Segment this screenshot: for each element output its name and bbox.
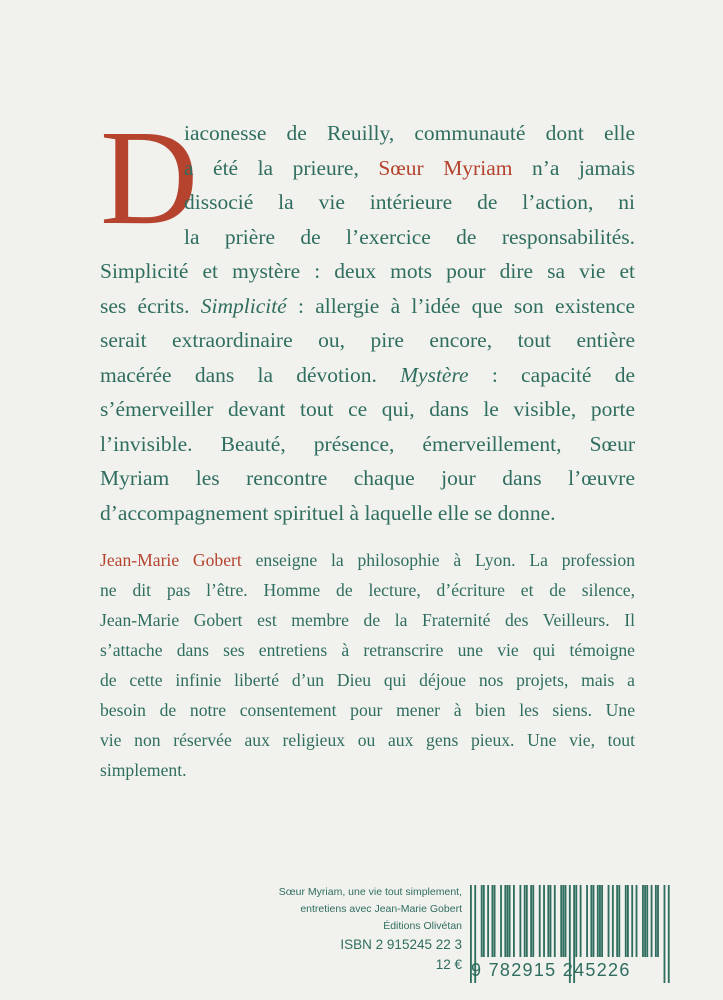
subject-name: Sœur Myriam [378, 155, 513, 180]
blurb-line: Simplicité et mystère : deux mots pour dire sa vie et [100, 259, 635, 283]
colophon-publisher: Éditions Olivétan [383, 920, 462, 932]
colophon-subtitle: entretiens avec Jean-Marie Gobert [300, 903, 462, 915]
blurb-line: Myriam les rencontre chaque jour dans l’œuvre [100, 466, 635, 490]
blurb-line: la prière de l’exercice de responsabilités. [184, 224, 635, 249]
colophon [250, 884, 462, 975]
blurb-line: d’accompagnement spirituel à laquelle elle se donne. [100, 500, 556, 525]
blurb-line: ses écrits. Simplicité : allergie à l’idée que son existence [100, 293, 636, 318]
author-line: Jean-Marie Gobert enseigne la philosophie à Lyon. La profession [100, 550, 636, 570]
blurb-line: l’invisible. Beauté, présence, émerveillement, Sœur [100, 431, 635, 456]
blurb-line: macérée dans la dévotion. Mystère : capacité de [100, 362, 635, 387]
emphasis-simplicite: Simplicité [200, 293, 287, 318]
blurb-line: s’émerveiller devant tout ce qui, dans le visible, porte [100, 397, 635, 421]
author-line: simplement. [100, 760, 187, 780]
author-line: Jean-Marie Gobert est membre de la Fraternité des Veilleurs. Il [100, 610, 635, 630]
blurb-line: dissocié la vie intérieure de l’action, ni [184, 190, 635, 214]
colophon-title: Sœur Myriam, une vie tout simplement, [278, 886, 462, 898]
emphasis-mystere: Mystère [400, 362, 469, 387]
price: 12 € [435, 957, 462, 972]
author-line: s’attache dans ses entretiens à retranscrire une vie qui témoigne [100, 640, 635, 660]
author-line: vie non réservée aux religieux ou aux gens pieux. Une vie, tout [100, 730, 635, 750]
drop-cap: D [100, 103, 199, 253]
isbn: ISBN 2 915245 22 3 [340, 937, 462, 952]
blurb-line: iaconesse de Reuilly, communauté dont elle [184, 121, 635, 145]
blurb-line: serait extraordinaire ou, pire encore, tout entière [100, 328, 635, 352]
author-line: besoin de notre consentement pour mener à bien les siens. Une [100, 700, 635, 720]
author-paragraph [100, 545, 635, 785]
barcode-digits: 9 782915 245226 [471, 960, 631, 980]
blurb-paragraph [100, 103, 636, 530]
author-name: Jean-Marie Gobert [100, 550, 242, 570]
author-line: ne dit pas l’être. Homme de lecture, d’écriture et de silence, [100, 580, 635, 600]
author-line: de cette infinie liberté d’un Dieu qui déjoue nos projets, mais a [100, 670, 635, 690]
blurb-line: a été la prieure, Sœur Myriam n’a jamais [184, 155, 636, 180]
